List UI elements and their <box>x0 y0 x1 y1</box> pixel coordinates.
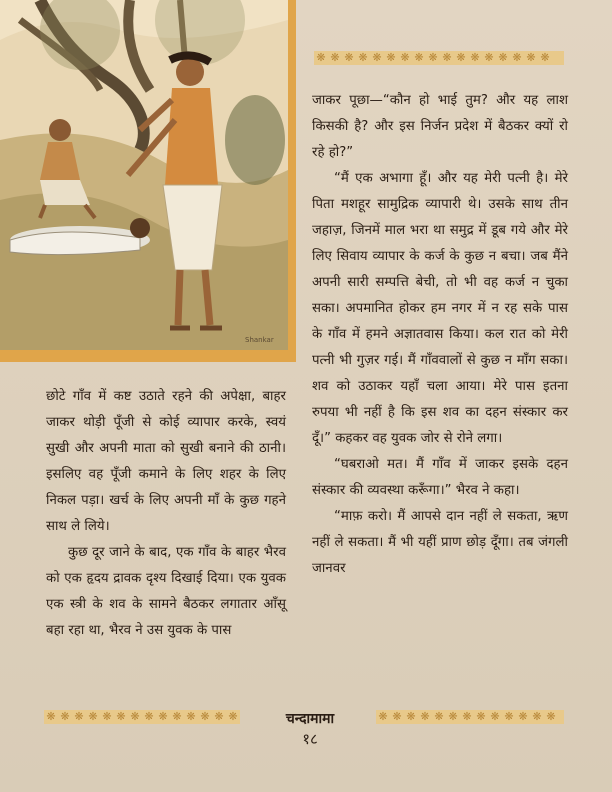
ornament-flower-icon: ❋ <box>88 710 98 723</box>
ornament-flower-icon: ❋ <box>434 710 444 723</box>
ornament-flower-icon: ❋ <box>406 710 416 723</box>
ornament-band-bottom-right <box>376 710 564 724</box>
ornament-flower-icon: ❋ <box>526 51 536 64</box>
ornament-flower-icon: ❋ <box>358 51 368 64</box>
ornament-band-top <box>314 51 564 65</box>
paragraph: छोटे गाँव में कष्ट उठाते रहने की अपेक्षा, बाहर जाकर थोड़ी पूँजी से कोई व्यापार करके, स्वयं सुखी और अपनी माता को सुखी बनाने की ठानी। इसलिए वह पूँजी कमाने के लिए शहर के लिए निकल पड़ा। खर्च के लिए अपनी माँ के कुछ गहने साथ ले लिये। <box>46 389 286 534</box>
ornament-flower-icon: ❋ <box>532 710 542 723</box>
paragraph: कुछ दूर जाने के बाद, एक गाँव के बाहर भैरव को एक हृदय द्रावक दृश्य दिखाई दिया। एक युवक एक स्त्री के शव के सामने बैठकर लगातार आँसू बहा रहा था, भैरव ने उस युवक के पास <box>46 545 286 638</box>
ornament-flower-icon: ❋ <box>186 710 196 723</box>
ornament-flower-icon: ❋ <box>214 710 224 723</box>
ornament-flower-icon: ❋ <box>420 710 430 723</box>
paragraph: “माफ़ करो। मैं आपसे दान नहीं ले सकता, ऋण नहीं ले सकता। मैं भी यहीं प्राण छोड़ दूँगा। तब जंगली जानवर <box>312 509 568 576</box>
ornament-flower-icon: ❋ <box>378 710 388 723</box>
ornament-flower-icon: ❋ <box>102 710 112 723</box>
ornament-flower-icon: ❋ <box>476 710 486 723</box>
ornament-flower-icon: ❋ <box>490 710 500 723</box>
ornament-flower-icon: ❋ <box>448 710 458 723</box>
page-number: १८ <box>302 730 318 748</box>
ornament-flower-icon: ❋ <box>46 710 56 723</box>
ornament-flower-icon: ❋ <box>462 710 472 723</box>
ornament-flower-icon: ❋ <box>504 710 514 723</box>
ornament-flower-icon: ❋ <box>400 51 410 64</box>
ornament-flower-icon: ❋ <box>330 51 340 64</box>
ornament-flower-icon: ❋ <box>144 710 154 723</box>
ornament-band-bottom-left <box>44 710 240 724</box>
ornament-flower-icon: ❋ <box>428 51 438 64</box>
ornament-flower-icon: ❋ <box>228 710 238 723</box>
illustration-scene <box>0 0 288 350</box>
ornament-flower-icon: ❋ <box>540 51 550 64</box>
left-column <box>46 384 286 644</box>
ornament-flower-icon: ❋ <box>470 51 480 64</box>
paragraph: “घबराओ मत। मैं गाँव में जाकर इसके दहन संस्कार की व्यवस्था करूँगा।” भैरव ने कहा। <box>312 457 568 498</box>
ornament-flower-icon: ❋ <box>130 710 140 723</box>
ornament-flower-icon: ❋ <box>512 51 522 64</box>
ornament-flower-icon: ❋ <box>344 51 354 64</box>
ornament-flower-icon: ❋ <box>484 51 494 64</box>
story-illustration <box>0 0 296 362</box>
ornament-flower-icon: ❋ <box>372 51 382 64</box>
ornament-flower-icon: ❋ <box>74 710 84 723</box>
ornament-flower-icon: ❋ <box>116 710 126 723</box>
ornament-flower-icon: ❋ <box>172 710 182 723</box>
ornament-flower-icon: ❋ <box>518 710 528 723</box>
ornament-flower-icon: ❋ <box>392 710 402 723</box>
paragraph: जाकर पूछा—“कौन हो भाई तुम? और यह लाश किसकी है? और इस निर्जन प्रदेश में बैठकर क्यों रो रहे हो?” <box>312 93 568 160</box>
ornament-flower-icon: ❋ <box>414 51 424 64</box>
ornament-flower-icon: ❋ <box>200 710 210 723</box>
ornament-flower-icon: ❋ <box>60 710 70 723</box>
ornament-flower-icon: ❋ <box>386 51 396 64</box>
right-column <box>312 88 568 582</box>
ornament-flower-icon: ❋ <box>498 51 508 64</box>
paragraph: “मैं एक अभागा हूँ। और यह मेरी पत्नी है। मेरे पिता मशहूर सामुद्रिक व्यापारी थे। उसके साथ तीन जहाज़, जिनमें माल भरा था समुद्र में डूब गये और मेरे लिए सिवाय व्यापार के कर्ज के कुछ न बचा। जब मैंने अपनी सारी सम्पत्ति बेची, तो भी वह कर्ज न चुका सका। अपमानित होकर हम नगर में न रह सके पास के गाँव में हमने अज्ञातवास किया। कल रात को मेरी पत्नी भी गुज़र गई। मैं गाँववालों से कुछ न माँग सका। शव को उठाकर यहाँ चला आया। मेरे पास इतना रुपया भी नहीं है कि इस शव का दहन संस्कार कर दूँ।” कहकर वह युवक जोर से रोने लगा। <box>312 171 568 446</box>
ornament-flower-icon: ❋ <box>316 51 326 64</box>
ornament-flower-icon: ❋ <box>158 710 168 723</box>
ornament-flower-icon: ❋ <box>442 51 452 64</box>
illustration-signature: Shankar <box>245 336 274 344</box>
ornament-flower-icon: ❋ <box>546 710 556 723</box>
ornament-flower-icon: ❋ <box>456 51 466 64</box>
magazine-title: चन्दामामा <box>285 711 335 727</box>
